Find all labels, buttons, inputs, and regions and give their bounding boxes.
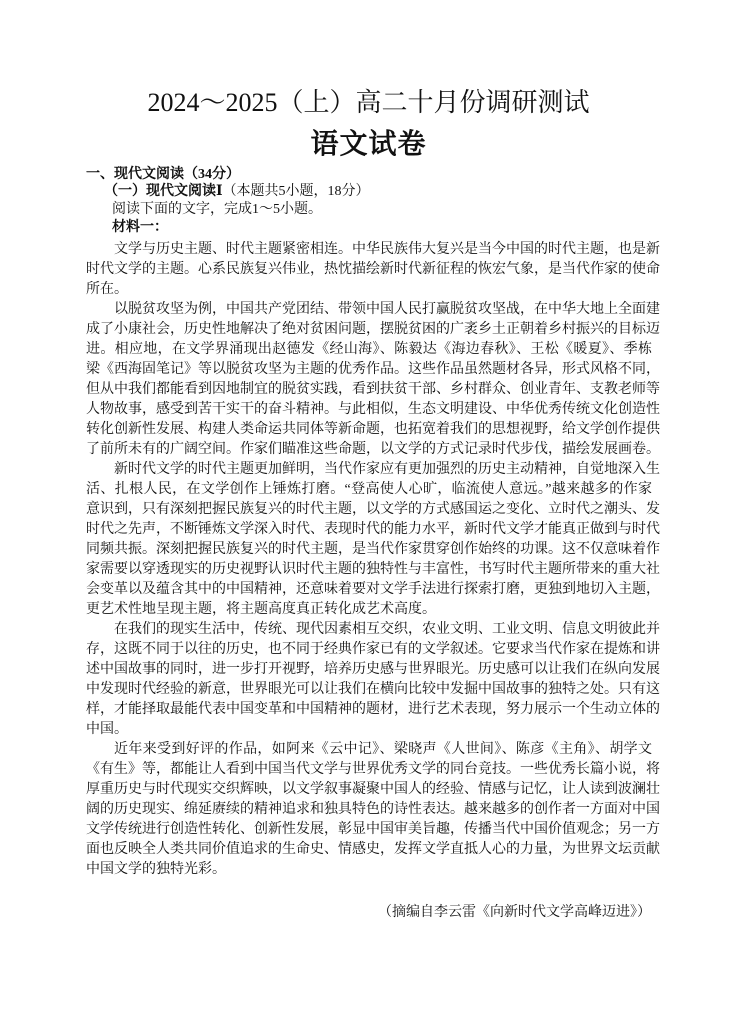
exam-title: 2024～2025（上）高二十月份调研测试	[147, 88, 590, 117]
paragraph-line: 《有生》等，都能让人看到中国当代文学与世界优秀文学的同台竞技。一些优秀长篇小说，将	[86, 762, 660, 777]
paragraph-line: 中国文学的独特光彩。	[86, 862, 226, 877]
paragraph-line: 家需要以穿透现实的历史视野认识时代主题的独特性与丰富性，书写时代主题所带来的重大社	[86, 562, 660, 577]
paragraph	[86, 240, 660, 300]
reading-passage	[86, 240, 660, 880]
paragraph-line: 进。相应地，在文学界涌现出赵德发《经山海》、陈毅达《海边春秋》、王松《暖夏》、季栋	[86, 342, 652, 357]
paragraph-line: 新时代文学的时代主题更加鲜明，当代作家应有更加强烈的历史主动精神，自觉地深入生	[114, 462, 660, 477]
paragraph-line: 阔的历史现实、绵延赓续的精神追求和独具特色的诗性表达。越来越多的创作者一方面对中国	[86, 802, 660, 817]
paragraph-line: 人物故事，感受到苦干实干的奋斗精神。与此相似，生态文明建设、中华优秀传统文化创造性	[86, 402, 660, 417]
paragraph-line: 近年来受到好评的作品，如阿来《云中记》、梁晓声《人世间》、陈彦《主角》、胡学文	[114, 742, 652, 757]
paragraph-line: 更艺术性地呈现主题，将主题高度真正转化成艺术高度。	[86, 602, 436, 617]
paragraph-line: 样，才能择取最能代表中国变革和中国精神的题材，进行艺术表现，努力展示一个生动立体的	[86, 702, 660, 717]
paragraph-line: 梁《西海固笔记》等以脱贫攻坚为主题的优秀作品。这些作品虽然题材各异，形式风格不同，	[86, 362, 660, 377]
sub-heading-title: （一）现代文阅读Ⅰ	[104, 184, 223, 199]
sub-heading-note: （本题共5小题，18分）	[222, 184, 370, 199]
material-label: 材料一：	[112, 220, 168, 235]
paragraph-line: 意识到，只有深刻把握民族复兴的时代主题，以文学的方式感国运之变化、立时代之潮头、发	[86, 502, 660, 517]
paragraph-line: 所在。	[86, 282, 128, 297]
paragraph	[86, 620, 660, 740]
paragraph-line: 了前所未有的广阔空间。作家们瞄准这些命题，以文学的方式记录时代步伐，描绘发展画卷。	[86, 442, 660, 457]
sub-heading	[104, 183, 370, 201]
paragraph-line: 厚重历史与时代现实交织辉映，以文学叙事凝聚中国人的经验、情感与记忆，让人读到波澜壮	[86, 782, 660, 797]
paragraph	[86, 460, 660, 620]
paragraph-line: 时代之先声，不断锤炼文学深入时代、表现时代的能力水平，新时代文学才能真正做到与时代	[86, 522, 660, 537]
paragraph-line: 会变革以及蕴含其中的中国精神，还意味着要对文学手法进行探索打磨，更独到地切入主题，	[86, 582, 660, 597]
paragraph	[86, 740, 660, 880]
instruction: 阅读下面的文字，完成1～5小题。	[112, 202, 322, 217]
paragraph-line: 中国。	[86, 722, 128, 737]
paragraph-line: 中发现时代经验的新意，世界眼光可以让我们在横向比较中发掘中国故事的独特之处。只有这	[86, 682, 660, 697]
paragraph-line: 时代文学的主题。心系民族复兴伟业，热忱描绘新时代新征程的恢宏气象，是当代作家的使命	[86, 262, 660, 277]
paragraph-line: 转化创新性发展、构建人类命运共同体等新命题，也拓宽着我们的思想视野，给文学创作提供	[86, 422, 660, 437]
paragraph-line: 以脱贫攻坚为例，中国共产党团结、带领中国人民打赢脱贫攻坚战，在中华大地上全面建	[114, 302, 660, 317]
paragraph	[86, 300, 660, 460]
paragraph-line: 同频共振。深刻把握民族复兴的时代主题，是当代作家贯穿创作始终的功课。这不仅意味着作	[86, 542, 660, 557]
paragraph-line: 文学与历史主题、时代主题紧密相连。中华民族伟大复兴是当今中国的时代主题，也是新	[114, 242, 660, 257]
paragraph-line: 述中国故事的同时，进一步打开视野，培养历史感与世界眼光。历史感可以让我们在纵向发展	[86, 662, 660, 677]
paragraph-line: 成了小康社会，历史性地解决了绝对贫困问题，摆脱贫困的广袤乡土正朝着乡村振兴的目标迈	[86, 322, 660, 337]
paragraph-line: 面也反映全人类共同价值追求的生命史、情感史，发挥文学直抵人心的力量，为世界文坛贡献	[86, 842, 660, 857]
exam-subtitle: 语文试卷	[310, 129, 427, 160]
paragraph-line: 在我们的现实生活中，传统、现代因素相互交织，农业文明、工业文明、信息文明彼此并	[114, 622, 660, 637]
paragraph-line: 文学传统进行创造性转化、创新性发展，彰显中国审美旨趣，传播当代中国价值观念；另一方	[86, 822, 660, 837]
attribution: （摘编自李云雷《向新时代文学高峰迈进》）	[378, 905, 651, 920]
section-heading: 一、现代文阅读（34分）	[86, 167, 240, 182]
paragraph-line: 存，这既不同于以往的历史，也不同于经典作家已有的文学叙述。它要求当代作家在提炼和讲	[86, 642, 660, 657]
paragraph-line: 活、扎根人民，在文学创作上锤炼打磨。“登高使人心旷，临流使人意远。”越来越多的作家	[86, 482, 652, 497]
paragraph-line: 但从中我们都能看到因地制宜的脱贫实践，看到扶贫干部、乡村群众、创业青年、支教老师等	[86, 382, 660, 397]
